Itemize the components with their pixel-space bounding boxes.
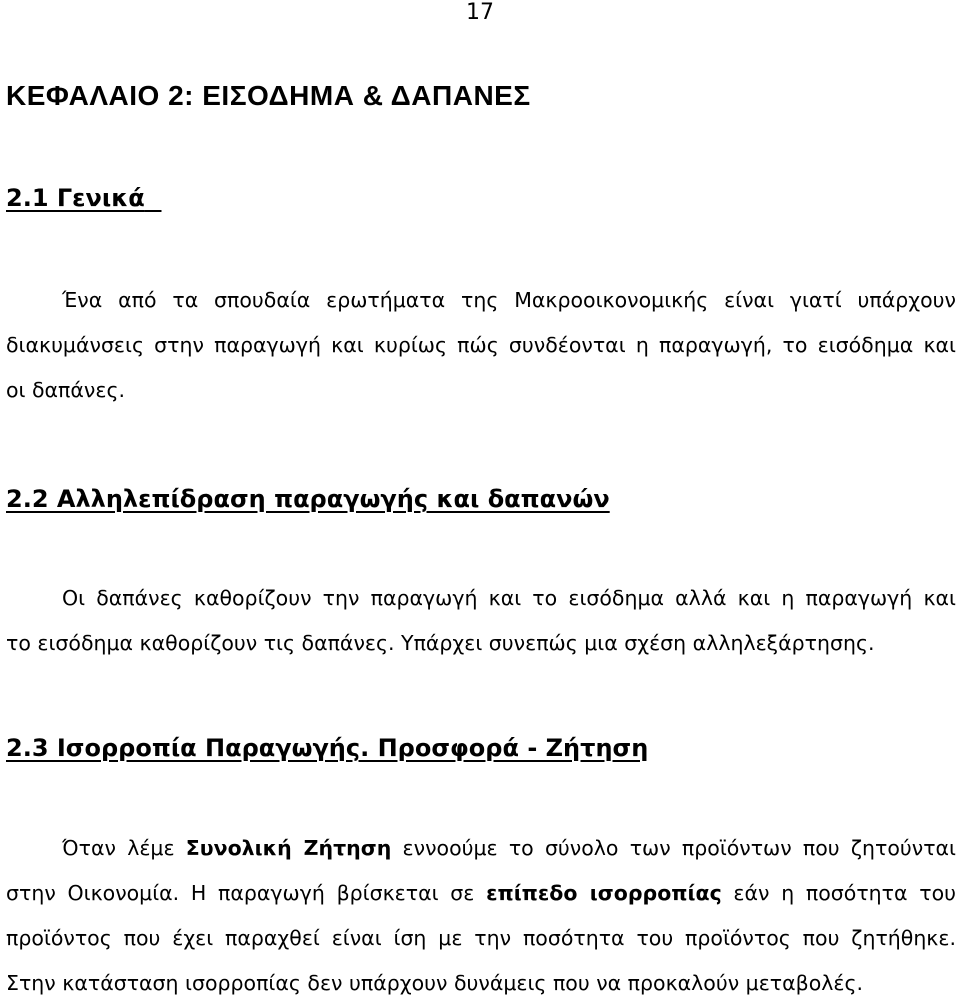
- section-heading-2-1: [6, 183, 161, 213]
- paragraph-line: [6, 871, 956, 916]
- paragraph-line: Οι δαπάνες καθορίζουν την παραγωγή και το εισόδημα αλλά και η παραγωγή και: [62, 586, 956, 610]
- paragraph-line: οι δαπάνες.: [6, 378, 125, 402]
- paragraph-line: το εισόδημα καθορίζουν τις δαπάνες. Υπάρχει συνεπώς μια σχέση αλληλεξάρτησης.: [6, 631, 875, 655]
- paragraph-line: Στην κατάσταση ισορροπίας δεν υπάρχουν δυνάμεις που να προκαλούν μεταβολές.: [6, 971, 864, 995]
- section-2-2-paragraph: [6, 576, 956, 666]
- section-heading-2-1-text: 2.1 Γενικά: [6, 184, 145, 212]
- page-number: 17: [466, 0, 494, 25]
- section-2-3-paragraph: [6, 826, 956, 1006]
- paragraph-line: [6, 826, 956, 871]
- chapter-title: ΚΕΦΑΛΑΙΟ 2: ΕΙΣΟΔΗΜΑ & ΔΑΠΑΝΕΣ: [6, 80, 531, 111]
- section-heading-2-3: 2.3 Ισορροπία Παραγωγής. Προσφορά - Ζήτηση: [6, 734, 649, 762]
- text-run: Όταν λέμε: [62, 836, 186, 860]
- section-heading-2-2: 2.2 Αλληλεπίδραση παραγωγής και δαπανών: [6, 485, 610, 513]
- paragraph-line: προϊόντος που έχει παραχθεί είναι ίση με την ποσότητα του προϊόντος που ζητήθηκε.: [6, 926, 956, 950]
- paragraph-line: Ένα από τα σπουδαία ερωτήματα της Μακροοικονομικής είναι γιατί υπάρχουν: [62, 288, 956, 312]
- heading-underline-trail: [145, 184, 162, 212]
- section-2-1-paragraph: [6, 278, 956, 413]
- text-run: εννοούμε το σύνολο των προϊόντων που ζητούνται: [391, 836, 956, 860]
- bold-term: Συνολική Ζήτηση: [185, 836, 392, 860]
- text-run: στην Οικονομία. Η παραγωγή βρίσκεται σε: [6, 881, 487, 905]
- text-run: εάν η ποσότητα του: [721, 881, 956, 905]
- paragraph-line: διακυμάνσεις στην παραγωγή και κυρίως πώς συνδέονται η παραγωγή, το εισόδημα και: [6, 333, 956, 357]
- bold-term: επίπεδο ισορροπίας: [486, 881, 722, 905]
